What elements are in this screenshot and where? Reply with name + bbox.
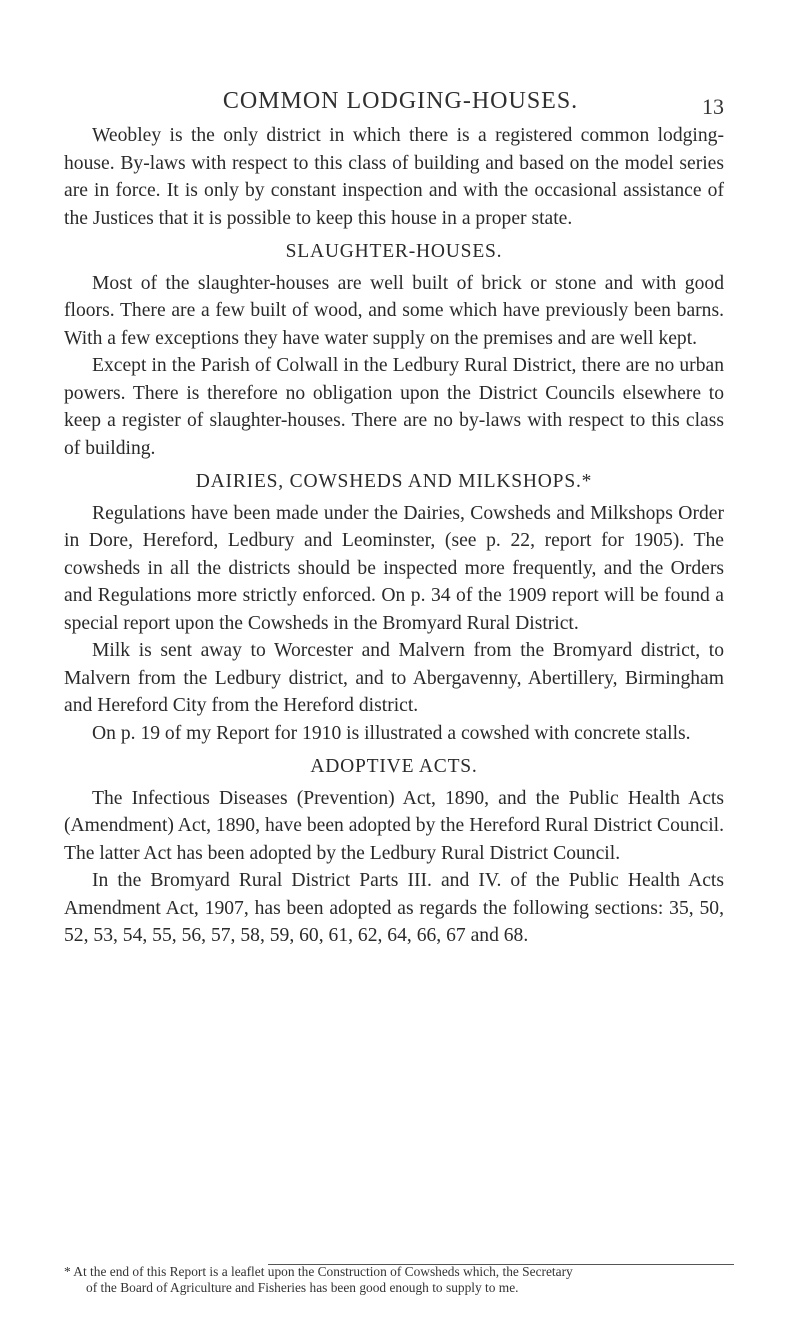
section-heading-dairies: DAIRIES, COWSHEDS AND MILKSHOPS.* xyxy=(195,471,593,492)
intro-paragraph: Weobley is the only district in which there is a registered common lodging-house. By-laws with respect to this class of building and based on the model series are in force. It is only by constant inspection and with the occasional assistance of the Justices that it is possible to keep this house in a proper state. xyxy=(64,125,724,229)
running-head xyxy=(0,88,801,118)
paragraph: Regulations have been made under the Dairies, Cowsheds and Milkshops Order in Dore, Hereford, Ledbury and Leominster, (see p. 22, report for 1905). The cowsheds in all the districts should be inspected more frequently, and the Orders and Regulations more strictly enforced. On p. 34 of the 1909 report will be found a special report upon the Cowsheds in the Bromyard Rural District. xyxy=(64,502,724,634)
page-number: 13 xyxy=(702,94,724,119)
paragraph: In the Bromyard Rural District Parts III. and IV. of the Public Health Acts Amendment Act, 1907, has been adopted as regards the following sections: 35, 50, 52, 53, 54, 55, 56, 57, 58, 59, 60, 61, 62, 64, 66, 67 and 68. xyxy=(64,870,724,946)
paragraph: Milk is sent away to Worcester and Malvern from the Bromyard district, to Malvern from the Ledbury district, and to Abergavenny, Abertillery, Birmingham and Hereford City from the Hereford district. xyxy=(64,640,724,716)
footnote-line: of the Board of Agriculture and Fisheries has been good enough to supply to me. xyxy=(86,1280,519,1295)
running-title: COMMON LODGING-HOUSES. xyxy=(222,88,579,114)
footnote xyxy=(64,1264,728,1296)
paragraph: On p. 19 of my Report for 1910 is illustrated a cowshed with concrete stalls. xyxy=(92,722,691,744)
paragraph: Most of the slaughter-houses are well built of brick or stone and with good floors. There are a few built of wood, and some which have previously been barns. With a few exceptions they have water supply on the premises and are well kept. xyxy=(64,272,724,349)
section-heading-slaughter-houses: SLAUGHTER-HOUSES. xyxy=(285,241,503,262)
body-text xyxy=(64,122,724,950)
footnote-line: * At the end of this Report is a leaflet upon the Construction of Cowsheds which, the Secretary xyxy=(64,1264,573,1279)
section-heading-adoptive-acts: ADOPTIVE ACTS. xyxy=(310,756,478,777)
paragraph: Except in the Parish of Colwall in the Ledbury Rural District, there are no urban powers. There is therefore no obligation upon the District Councils elsewhere to keep a register of slaughter-houses. There are no by-laws with respect to this class of building. xyxy=(64,355,724,459)
paragraph: The Infectious Diseases (Prevention) Act, 1890, and the Public Health Acts (Amendment) Act, 1890, have been adopted by the Hereford Rural District Council. The latter Act has been adopted by the Ledbury Rural District Council. xyxy=(64,787,724,864)
